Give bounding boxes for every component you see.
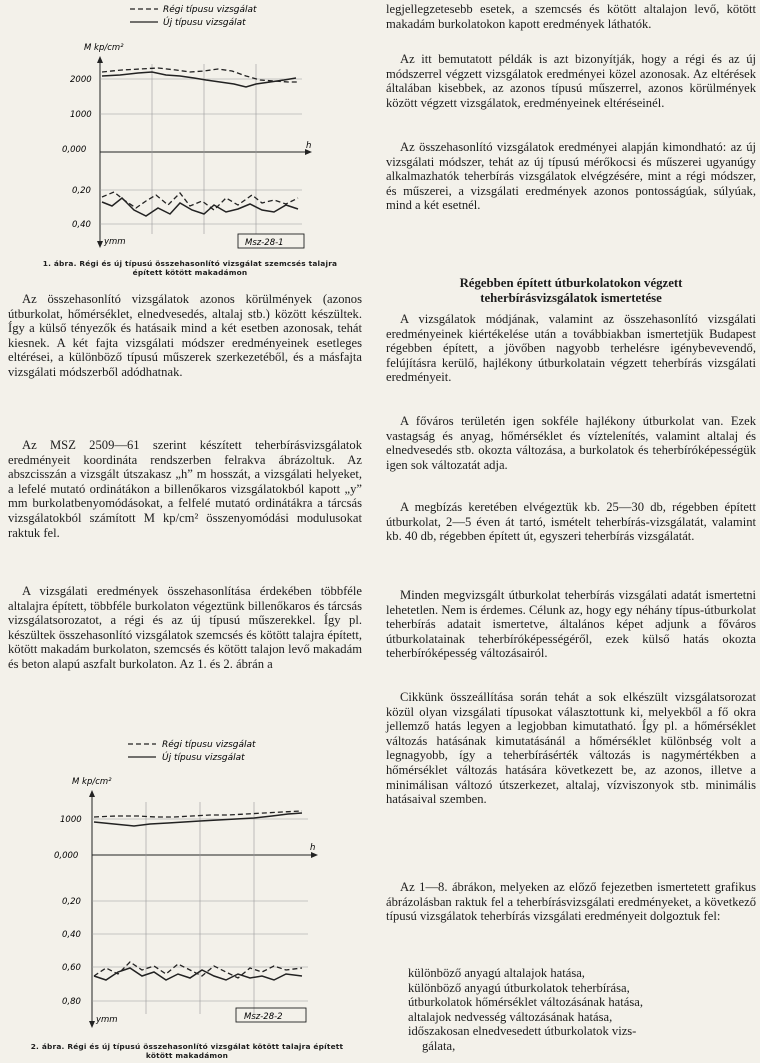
figure-2-tick-0000: 0,000	[54, 851, 79, 861]
figure-2	[22, 730, 370, 1040]
list-item: altalajok nedvesség változásának hatása,	[408, 1009, 613, 1024]
figure-2-tick-1000: 1000	[60, 815, 82, 825]
list-item: különböző anyagú altalajok hatása,	[408, 966, 585, 980]
right-paragraph-4: A főváros területén igen sokféle hajlékony útburkolat van. Ezek vastagság és anyag, hőmérséklet és víztelenítés, valamint altalaj és elnedvesedés stb. okozta változása, a burkolatok és teherbíróképességük igen sok változatát adja.	[386, 414, 756, 472]
effects-list	[400, 966, 756, 1054]
figure-1-h-label: h	[306, 141, 312, 151]
list-item-continuation: gálata,	[422, 1038, 456, 1053]
figure-1-m-old-curve	[102, 68, 298, 82]
section-heading	[386, 276, 756, 306]
section-heading-line-1: Régebben épített útburkolatokon végzett	[459, 276, 683, 290]
figure-2-legend	[128, 739, 256, 763]
figure-2-tick-020: 0,20	[62, 897, 81, 907]
figure-1-legend-old: Régi típusu vizsgálat	[163, 5, 257, 15]
right-paragraph-2: Az összehasonlító vizsgálatok eredményei alapján kimondható: az új vizsgálati módszer, tehát az új típusú mérőkocsi és műszerei ugyanúgy alkalmazhatók teherbírás vizsgálatok elvégzésére, mint a régi módszer, és műszerei, a vizsgálati eredmények azonos pontosságúak, súlyúak, mind a két esetnél.	[386, 140, 756, 213]
list-item: útburkolatok hőmérséklet változásának hatása,	[408, 995, 644, 1010]
figure-1-tick-020: 0,20	[72, 186, 91, 196]
figure-2-code: Msz-28-2	[244, 1012, 283, 1022]
figure-2-tick-080: 0,80	[62, 997, 81, 1007]
figure-1-m-axis-label: M kp/cm²	[84, 43, 124, 53]
figure-2-h-label: h	[310, 843, 316, 853]
right-paragraph-8: Az 1—8. ábrákon, melyeken az előző fejezetben ismertetett grafikus ábrázolásban raktuk fel a teherbírásvizsgálati eredményeket, a következő típusú vizsgálatok teherbírás vizsgálati eredményeit dolgoztuk fel:	[386, 880, 756, 924]
figure-1-code: Msz-28-1	[245, 238, 284, 248]
figure-2-caption-line-2: kötött makadámon	[145, 1051, 229, 1060]
figure-1-m-new-curve	[102, 72, 296, 87]
right-paragraph-7: Cikkünk összeállítása során tehát a sok elkészült vizsgálatsorozat közül olyan vizsgálati típusokat választottunk ki, melyekből a fő okra jellemző hatás legyen a legjobban kimutatható. Így pl. a hőmérséklet változás hatásának kimutatásánál a hőmérséklet különbség volt a legnagyobb, így a teherbírásérték változás is nagymértékben a hőmérséklet változás hatására következett be, az azonos, illetve a minimálisan változó útszerkezet, altalaj, vízviszonyok stb. minimális hatásaival szemben.	[386, 690, 756, 807]
list-item: különböző anyagú útburkolatok teherbírása,	[408, 980, 630, 995]
right-paragraph-6: Minden megvizsgált útburkolat teherbírás vizsgálati adatát ismertetni lehetetlen. Nem is érdemes. Célunk az, hogy egy néhány típus-útburkolat teherbírás adatait ismertetve, általános képet adjunk a főváros útburkolatainak teherbíróképességéről, ezek külső hatás okozta teherbíróképesség változásairól.	[386, 588, 756, 661]
right-paragraph-5: A megbízás keretében elvégeztük kb. 25—30 db, régebben épített útburkolat, 2—5 éven át tartó, ismételt teherbírás-vizsgálatát, valamint kb. 40 db, régebben épített út, egyszeri teherbírás vizsgálatát.	[386, 500, 756, 544]
figure-1-legend	[130, 4, 257, 28]
figure-2-caption-line-1: 2. ábra. Régi és új típusú összehasonlító vizsgálat kötött talajra épített	[30, 1042, 344, 1051]
figure-2-m-new-curve	[94, 813, 302, 826]
figure-1-tick-040: 0,40	[72, 220, 91, 230]
figure-1-caption	[12, 259, 368, 277]
figure-2-legend-old: Régi típusu vizsgálat	[162, 740, 256, 750]
figure-2-caption	[2, 1042, 372, 1060]
figure-2-m-axis-label: M kp/cm²	[72, 777, 112, 787]
left-paragraph-1: Az összehasonlító vizsgálatok azonos körülmények (azonos útburkolat, hőmérséklet, elnedvesedés, altalaj stb.) között készültek. Így a külső tényezők és hatásaik mind a két esetben azonosak, tehát kiesnek. A két fajta vizsgálati módszer eredményeinek esetleges eltérései, a különböző típusú műszerek szerkezetéből, és a másfajta vizsgálati módszerből adódhatnak.	[8, 292, 362, 379]
right-paragraph-3: A vizsgálatok módjának, valamint az összehasonlító vizsgálati eredményeinek kiértékelése után a továbbiakban ismertetjük Budapest régebben épített, a jövőben nagyobb terhelésre igénybevevendő, felújításra kerülő, hajlékony útburkolatain végzett teherbírás vizsgálati eredményeit.	[386, 312, 756, 385]
figure-1-tick-0000: 0,000	[62, 145, 87, 155]
figure-2-tick-040: 0,40	[62, 930, 81, 940]
figure-2-tick-060: 0,60	[62, 963, 81, 973]
figure-2-y-axis-label: ymm	[96, 1015, 118, 1025]
section-heading-line-2: teherbírásvizsgálatok ismertetése	[480, 291, 662, 305]
figure-1-legend-new: Új típusu vizsgálat	[163, 18, 246, 28]
figure-1-caption-line-2: épített kötött makadámon	[132, 268, 248, 277]
figure-1-caption-line-1: 1. ábra. Régi és új típusú összehasonlító vizsgálat szemcsés talajra	[42, 259, 338, 268]
figure-2-legend-new: Új típusu vizsgálat	[162, 753, 245, 763]
left-paragraph-3: A vizsgálati eredmények összehasonlítása érdekében többféle altalajra épített, többféle burkolaton végeztünk billenőkaros és tárcsás vizsgálatsorozatot, a régi és az új típusú műszerekkel. Így pl. készültek összehasonlító vizsgálatok szemcsés és kötött talajra épített, kötött makadám burkolaton, szemcsés és kötött talajon levő makadám és beton alapú aszfalt burkolaton. Az 1. és 2. ábrán a	[8, 584, 362, 671]
right-paragraph-0: legjellegzetesebb esetek, a szemcsés és kötött altalajon levő, kötött makadám burkolatokon kapott eredmények láthatók.	[386, 2, 756, 31]
figure-1-y-axis-label: ymm	[104, 237, 126, 247]
figure-1	[40, 0, 370, 262]
figure-1-tick-2000: 2000	[70, 75, 92, 85]
figure-1-tick-1000: 1000	[70, 110, 92, 120]
left-paragraph-2: Az MSZ 2509—61 szerint készített teherbírásvizsgálatok eredményeit koordináta rendszerben felrakva ábrázoltuk. Az abszcisszán a vizsgált útszakasz „h” m hosszát, a vizsgálati helyeket, a lefelé mutató ordinátákon a billenőkaros vizsgálatokból kapott „y” mm burkolatbenyomódásokat, a felfelé mutató ordinátákra a tárcsás vizsgálatokból számított M kp/cm² összenyomódási modulusokat raktuk fel.	[8, 438, 362, 540]
list-item-text: időszakosan elnedvesedett útburkolatok vizs-	[408, 1024, 637, 1039]
right-paragraph-1: Az itt bemutatott példák is azt bizonyítják, hogy a régi és az új módszerrel végzett vizsgálatok eredményei közel azonosak. Az eltérések általában kisebbek, az azonos típusú műszerrel, azonos körülmények között végzett vizsgálatok, eredményeinek eltéréseinél.	[386, 52, 756, 110]
list-item	[400, 1024, 756, 1053]
